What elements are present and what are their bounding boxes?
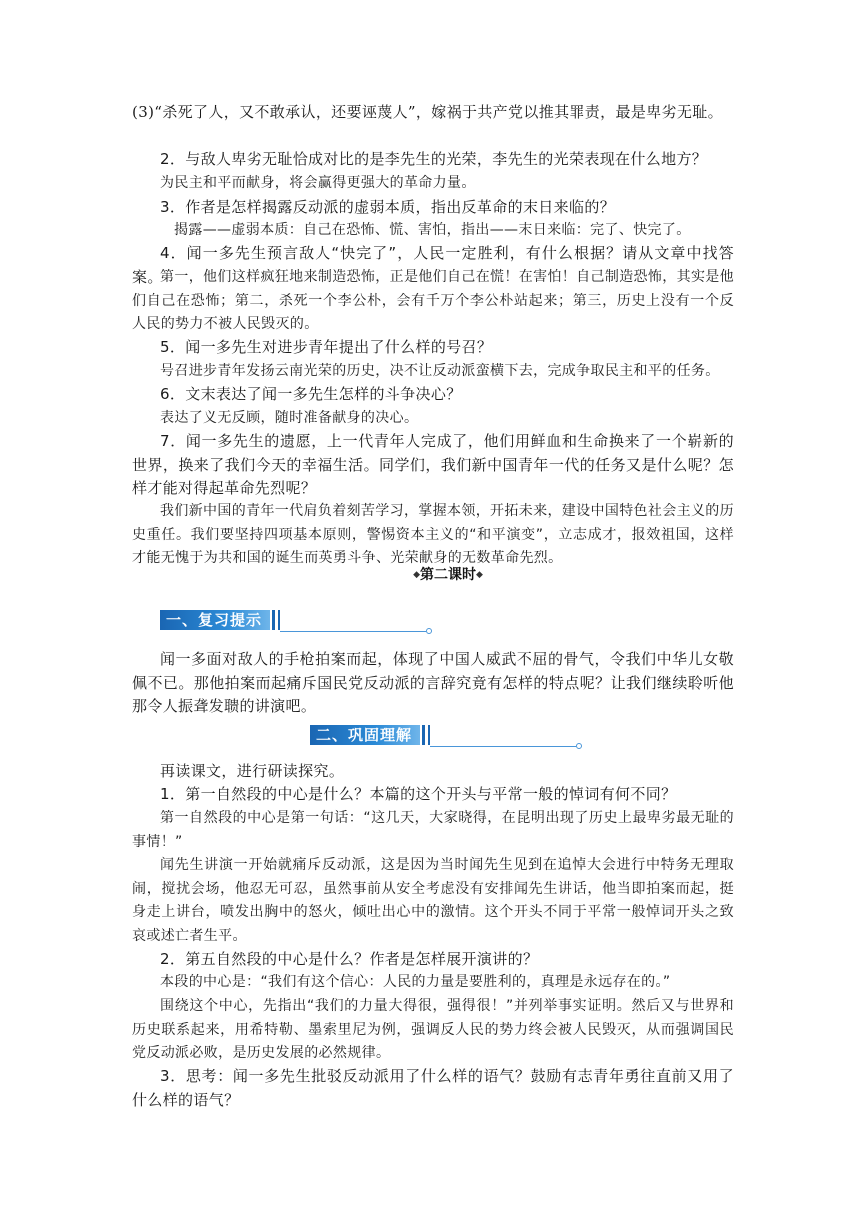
section-divider-icon	[428, 725, 430, 745]
question-s2-3: 3．思考：闻一多先生批驳反动派用了什么样的语气？鼓励有志青年勇往直前又用了什么样的语气？	[132, 1067, 734, 1109]
answer-4: 第一，他们这样疯狂地来制造恐怖，正是他们自己在慌！在害怕！自己制造恐怖，其实是他们自己在恐怖；第二，杀死一个李公朴，会有千万个李公朴站起来；第三，历史上没有一个反人民的势力不被人民毁灭的。	[132, 269, 734, 332]
ornament-left-icon: ◆	[413, 570, 420, 580]
section-divider-icon	[278, 610, 280, 630]
question-s2-2: 2．第五自然段的中心是什么？作者是怎样展开演讲的？	[160, 950, 539, 968]
answer-s2-2b: 围绕这个中心，先指出“我们的力量大得很，强得很！”并列举事实证明。然后又与世界和历史联系起来，用希特勒、墨索里尼为例，强调反人民的势力终会被人民毁灭，从而强调国民党反动派必败，是历史发展的必然规律。	[132, 998, 734, 1061]
answer-3: 揭露——虚弱本质：自己在恐怖、慌、害怕，指出——末日来临：完了、快完了。	[174, 222, 691, 238]
answer-7: 我们新中国的青年一代肩负着刻苦学习，掌握本领，开拓未来，建设中国特色社会主义的历史重任。我们要坚持四项基本原则，警惕资本主义的“和平演变”，立志成才，报效祖国，这样才能无愧于为共和国的诞生而英勇斗争、光荣献身的无数革命先烈。	[132, 503, 734, 566]
lesson-title	[398, 566, 498, 584]
section-dot-icon	[426, 628, 432, 634]
answer-s2-2a: 本段的中心是：“我们有这个信心：人民的力量是要胜利的，真理是永远存在的。”	[160, 974, 671, 990]
section-header-consolidate	[160, 725, 580, 745]
section-divider-icon	[422, 725, 425, 745]
answer-5: 号召进步青年发扬云南光荣的历史，决不让反动派蛮横下去，完成争取民主和平的任务。	[160, 363, 720, 379]
answer-6: 表达了义无反顾，随时准备献身的决心。	[160, 410, 419, 426]
question-2: 2．与敌人卑劣无耻恰成对比的是李先生的光荣，李先生的光荣表现在什么地方？	[160, 150, 708, 168]
question-4: 4．闻一多先生预言敌人“快完了”，人民一定胜利，有什么根据？请从文章中找答案。	[132, 244, 734, 286]
answer-s2-1a: 第一自然段的中心是第一句话：“这几天，大家晓得，在昆明出现了历史上最卑劣最无耻的事情！”	[132, 810, 734, 850]
section-underline	[280, 631, 426, 632]
section-title-consolidate: 二、巩固理解	[310, 725, 420, 745]
question-7: 7．闻一多先生的遗愿，上一代青年人完成了，他们用鲜血和生命换来了一个崭新的世界，换来了我们今天的幸福生活。同学们，我们新中国青年一代的任务又是什么呢？怎样才能对得起革命先烈呢？	[132, 432, 734, 497]
section-dot-icon	[576, 743, 582, 749]
ornament-right-icon: ◆	[476, 570, 483, 580]
section-header-review	[160, 610, 432, 630]
answer-s2-1b: 闻先生讲演一开始就痛斥反动派，这是因为当时闻先生见到在追悼大会进行中特务无理取闹，搅扰会场，他忍无可忍，虽然事前从安全考虑没有安排闻先生讲话，他当即拍案而起，挺身走上讲台，喷发出胸中的怒火，倾吐出心中的激情。这个开头不同于平常一般悼词开头之致哀或述亡者生平。	[132, 857, 734, 944]
question-6: 6．文末表达了闻一多先生怎样的斗争决心？	[160, 385, 462, 403]
question-3: 3．作者是怎样揭露反动派的虚弱本质，指出反革命的末日来临的？	[160, 198, 616, 216]
question-s2-1: 1．第一自然段的中心是什么？本篇的这个开头与平常一般的悼词有何不同？	[160, 785, 677, 803]
question-5: 5．闻一多先生对进步青年提出了什么样的号召？	[160, 338, 493, 356]
section-title-review: 一、复习提示	[160, 610, 270, 630]
review-paragraph: 闻一多面对敌人的手枪拍案而起，体现了中国人威武不屈的骨气，令我们中华儿女敬佩不已。那他拍案而起痛斥国民党反动派的言辞究竟有怎样的特点呢？让我们继续聆听他那令人振聋发聩的讲演吧。	[132, 650, 734, 715]
consolidate-intro: 再读课文，进行研读探究。	[160, 762, 345, 780]
section-divider-icon	[272, 610, 275, 630]
section-underline	[430, 746, 576, 747]
answer-item-3-paragraph: (3)“杀死了人，又不敢承认，还要诬蔑人”，嫁祸于共产党以推其罪责，最是卑劣无耻。	[132, 103, 723, 121]
answer-2: 为民主和平而献身，将会赢得更强大的革命力量。	[160, 175, 476, 191]
lesson-title-text: 第二课时	[420, 567, 476, 583]
